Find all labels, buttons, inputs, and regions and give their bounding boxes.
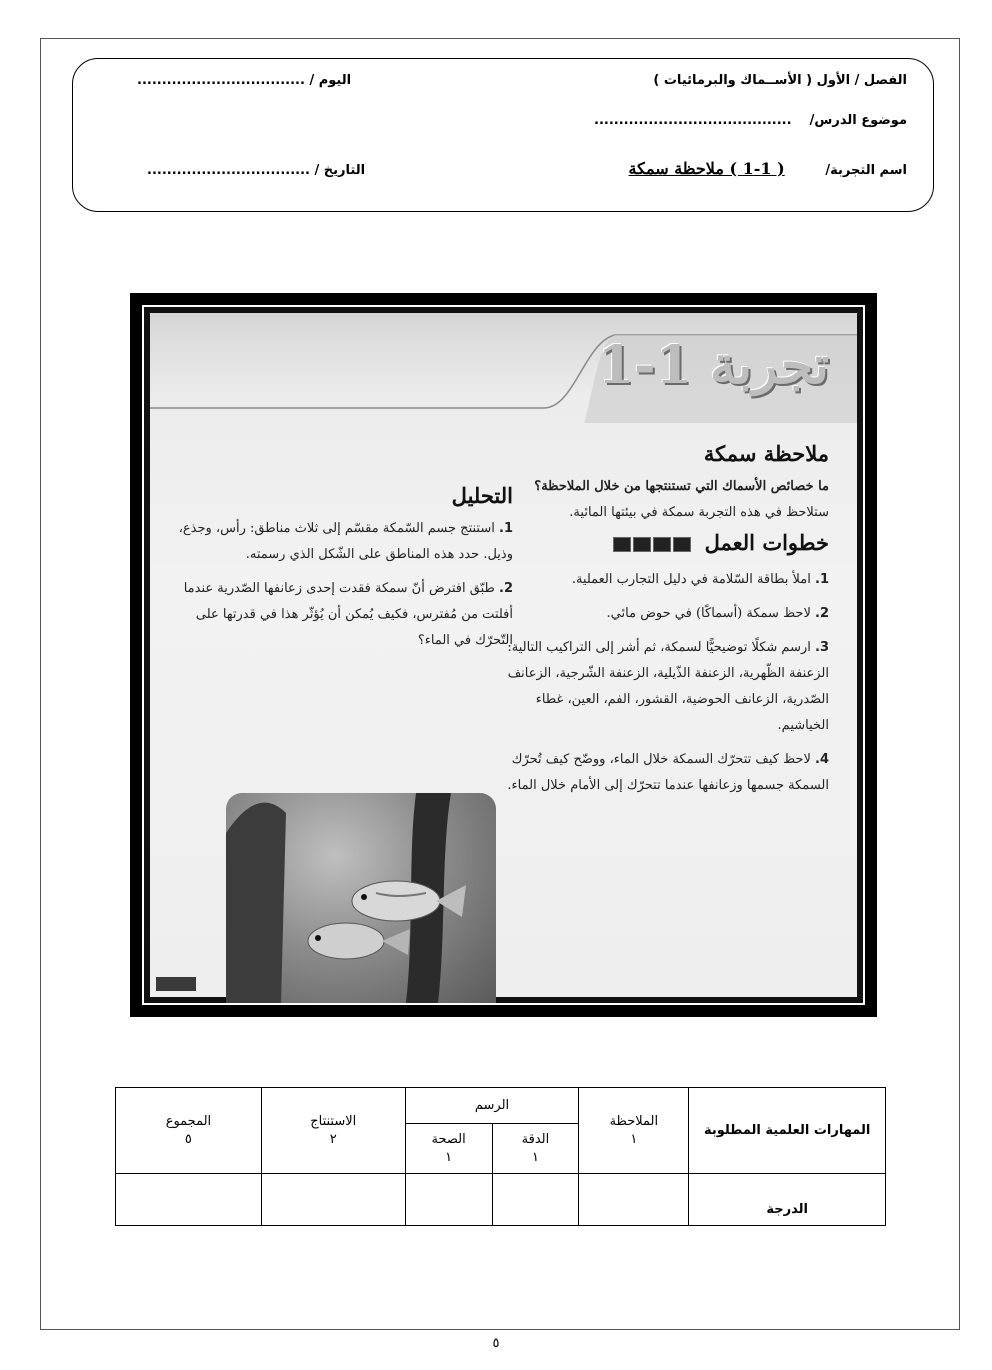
observation-grade-cell[interactable] bbox=[579, 1174, 689, 1226]
experiment-name: ملاحظة سمكة bbox=[628, 159, 724, 178]
grading-table bbox=[115, 1087, 886, 1226]
total-header bbox=[116, 1088, 262, 1174]
day-field[interactable]: .................................. bbox=[137, 73, 305, 88]
lesson-label: موضوع الدرس/ bbox=[809, 113, 907, 128]
analysis-heading: التحليل bbox=[451, 483, 513, 508]
analysis-item: 2. طبّق افترض أنّ سمكة فقدت إحدى زعانفها الصّدرية عندما أفلتت من مُفترس، فكيف يُمكن أن يُؤثّر هذا في قدرتها على التّحرّك في الماء؟ bbox=[183, 581, 513, 648]
procedure-step: 4. لاحظ كيف تتحرّك السمكة خلال الماء، ووضّح كيف تُحرّك السمكة جسمها وزعانفها عندما تتحرّك إلى الأمام خلال الماء. bbox=[507, 752, 829, 793]
lesson-field[interactable]: ........................................ bbox=[594, 113, 792, 128]
chapter-line bbox=[653, 73, 907, 88]
fish-illustration bbox=[226, 793, 496, 1003]
intro-question: ما خصائص الأسماك التي تستنتجها من خلال الملاحظة؟ bbox=[534, 479, 829, 494]
analysis-column bbox=[178, 483, 513, 662]
procedure-heading: خطوات العمل bbox=[704, 530, 829, 555]
observation-score: ١ bbox=[630, 1131, 638, 1147]
observation-label: الملاحظة bbox=[609, 1113, 659, 1129]
total-label: المجموع bbox=[165, 1113, 212, 1129]
date-line bbox=[147, 163, 365, 178]
procedure-heading-row bbox=[499, 530, 829, 557]
grade-row-label: الدرجة bbox=[689, 1174, 886, 1226]
experiment-title bbox=[629, 159, 785, 178]
accuracy-grade-cell[interactable] bbox=[492, 1174, 579, 1226]
accuracy-label: الدقة bbox=[521, 1131, 550, 1147]
experiment-line bbox=[629, 159, 907, 178]
procedure-step: 1. املأ بطاقة السّلامة في دليل التجارب العملية. bbox=[571, 572, 829, 587]
safety-symbols-icon bbox=[611, 532, 691, 557]
correctness-grade-cell[interactable] bbox=[405, 1174, 492, 1226]
chapter-topic: ( الأســماك والبرمائيات ) bbox=[653, 73, 813, 88]
intro-text: ستلاحظ في هذه التجربة سمكة في بيئتها المائية. bbox=[569, 505, 829, 520]
correctness-label: الصحة bbox=[431, 1131, 466, 1147]
total-grade-cell[interactable] bbox=[116, 1174, 262, 1226]
total-score: ٥ bbox=[184, 1131, 192, 1147]
page-corner-tab bbox=[156, 977, 196, 991]
day-line bbox=[137, 73, 351, 88]
conclusion-label: الاستنتاج bbox=[310, 1113, 357, 1129]
textbook-page-background bbox=[150, 313, 857, 997]
date-field[interactable]: ................................. bbox=[147, 163, 310, 178]
fish-photo bbox=[226, 793, 496, 1003]
conclusion-score: ٢ bbox=[329, 1131, 337, 1147]
accuracy-header bbox=[492, 1124, 579, 1174]
procedure-step: 3. ارسم شكلًا توضيحيًّا لسمكة، ثم أشر إلى التراكيب التالية: الزعنفة الظّهرية، الزعنفة الذّيلية، الزعنفة الشّرجية، الزعانف الصّدرية، الزعانف الحوضية، القشور، الفم، العين، غطاء الخياشيم. bbox=[507, 640, 829, 733]
page-number: ٥ bbox=[492, 1336, 500, 1351]
experiment-banner-title: تجربة 1-1 bbox=[597, 335, 829, 396]
drawing-header: الرسم bbox=[405, 1088, 579, 1124]
experiment-number: ( 1-1 ) bbox=[729, 159, 785, 178]
analysis-item: 1. استنتج جسم السّمكة مقسّم إلى ثلاث مناطق: رأس، وجذع، وذيل. حدد هذه المناطق على الشّكل الذي رسمته. bbox=[178, 521, 513, 562]
book-subtitle: ملاحظة سمكة bbox=[703, 441, 829, 466]
experiment-label: اسم التجربة/ bbox=[825, 163, 907, 178]
procedure-column bbox=[499, 441, 829, 807]
correctness-score: ١ bbox=[445, 1149, 453, 1165]
correctness-header bbox=[405, 1124, 492, 1174]
textbook-page-inner bbox=[142, 305, 865, 1005]
procedure-steps bbox=[499, 567, 829, 799]
date-label: التاريخ / bbox=[314, 163, 366, 178]
day-label: اليوم / bbox=[309, 73, 352, 88]
textbook-page-image bbox=[130, 293, 877, 1017]
accuracy-score: ١ bbox=[531, 1149, 539, 1165]
conclusion-header bbox=[261, 1088, 405, 1174]
procedure-step: 2. لاحظ سمكة (أسماكًا) في حوض مائي. bbox=[606, 606, 829, 621]
skills-header: المهارات العلمية المطلوبة bbox=[689, 1088, 886, 1174]
chapter-label: الفصل / الأول bbox=[816, 73, 907, 88]
observation-header bbox=[579, 1088, 689, 1174]
conclusion-grade-cell[interactable] bbox=[261, 1174, 405, 1226]
lesson-line bbox=[594, 113, 907, 128]
worksheet-header bbox=[72, 58, 934, 212]
